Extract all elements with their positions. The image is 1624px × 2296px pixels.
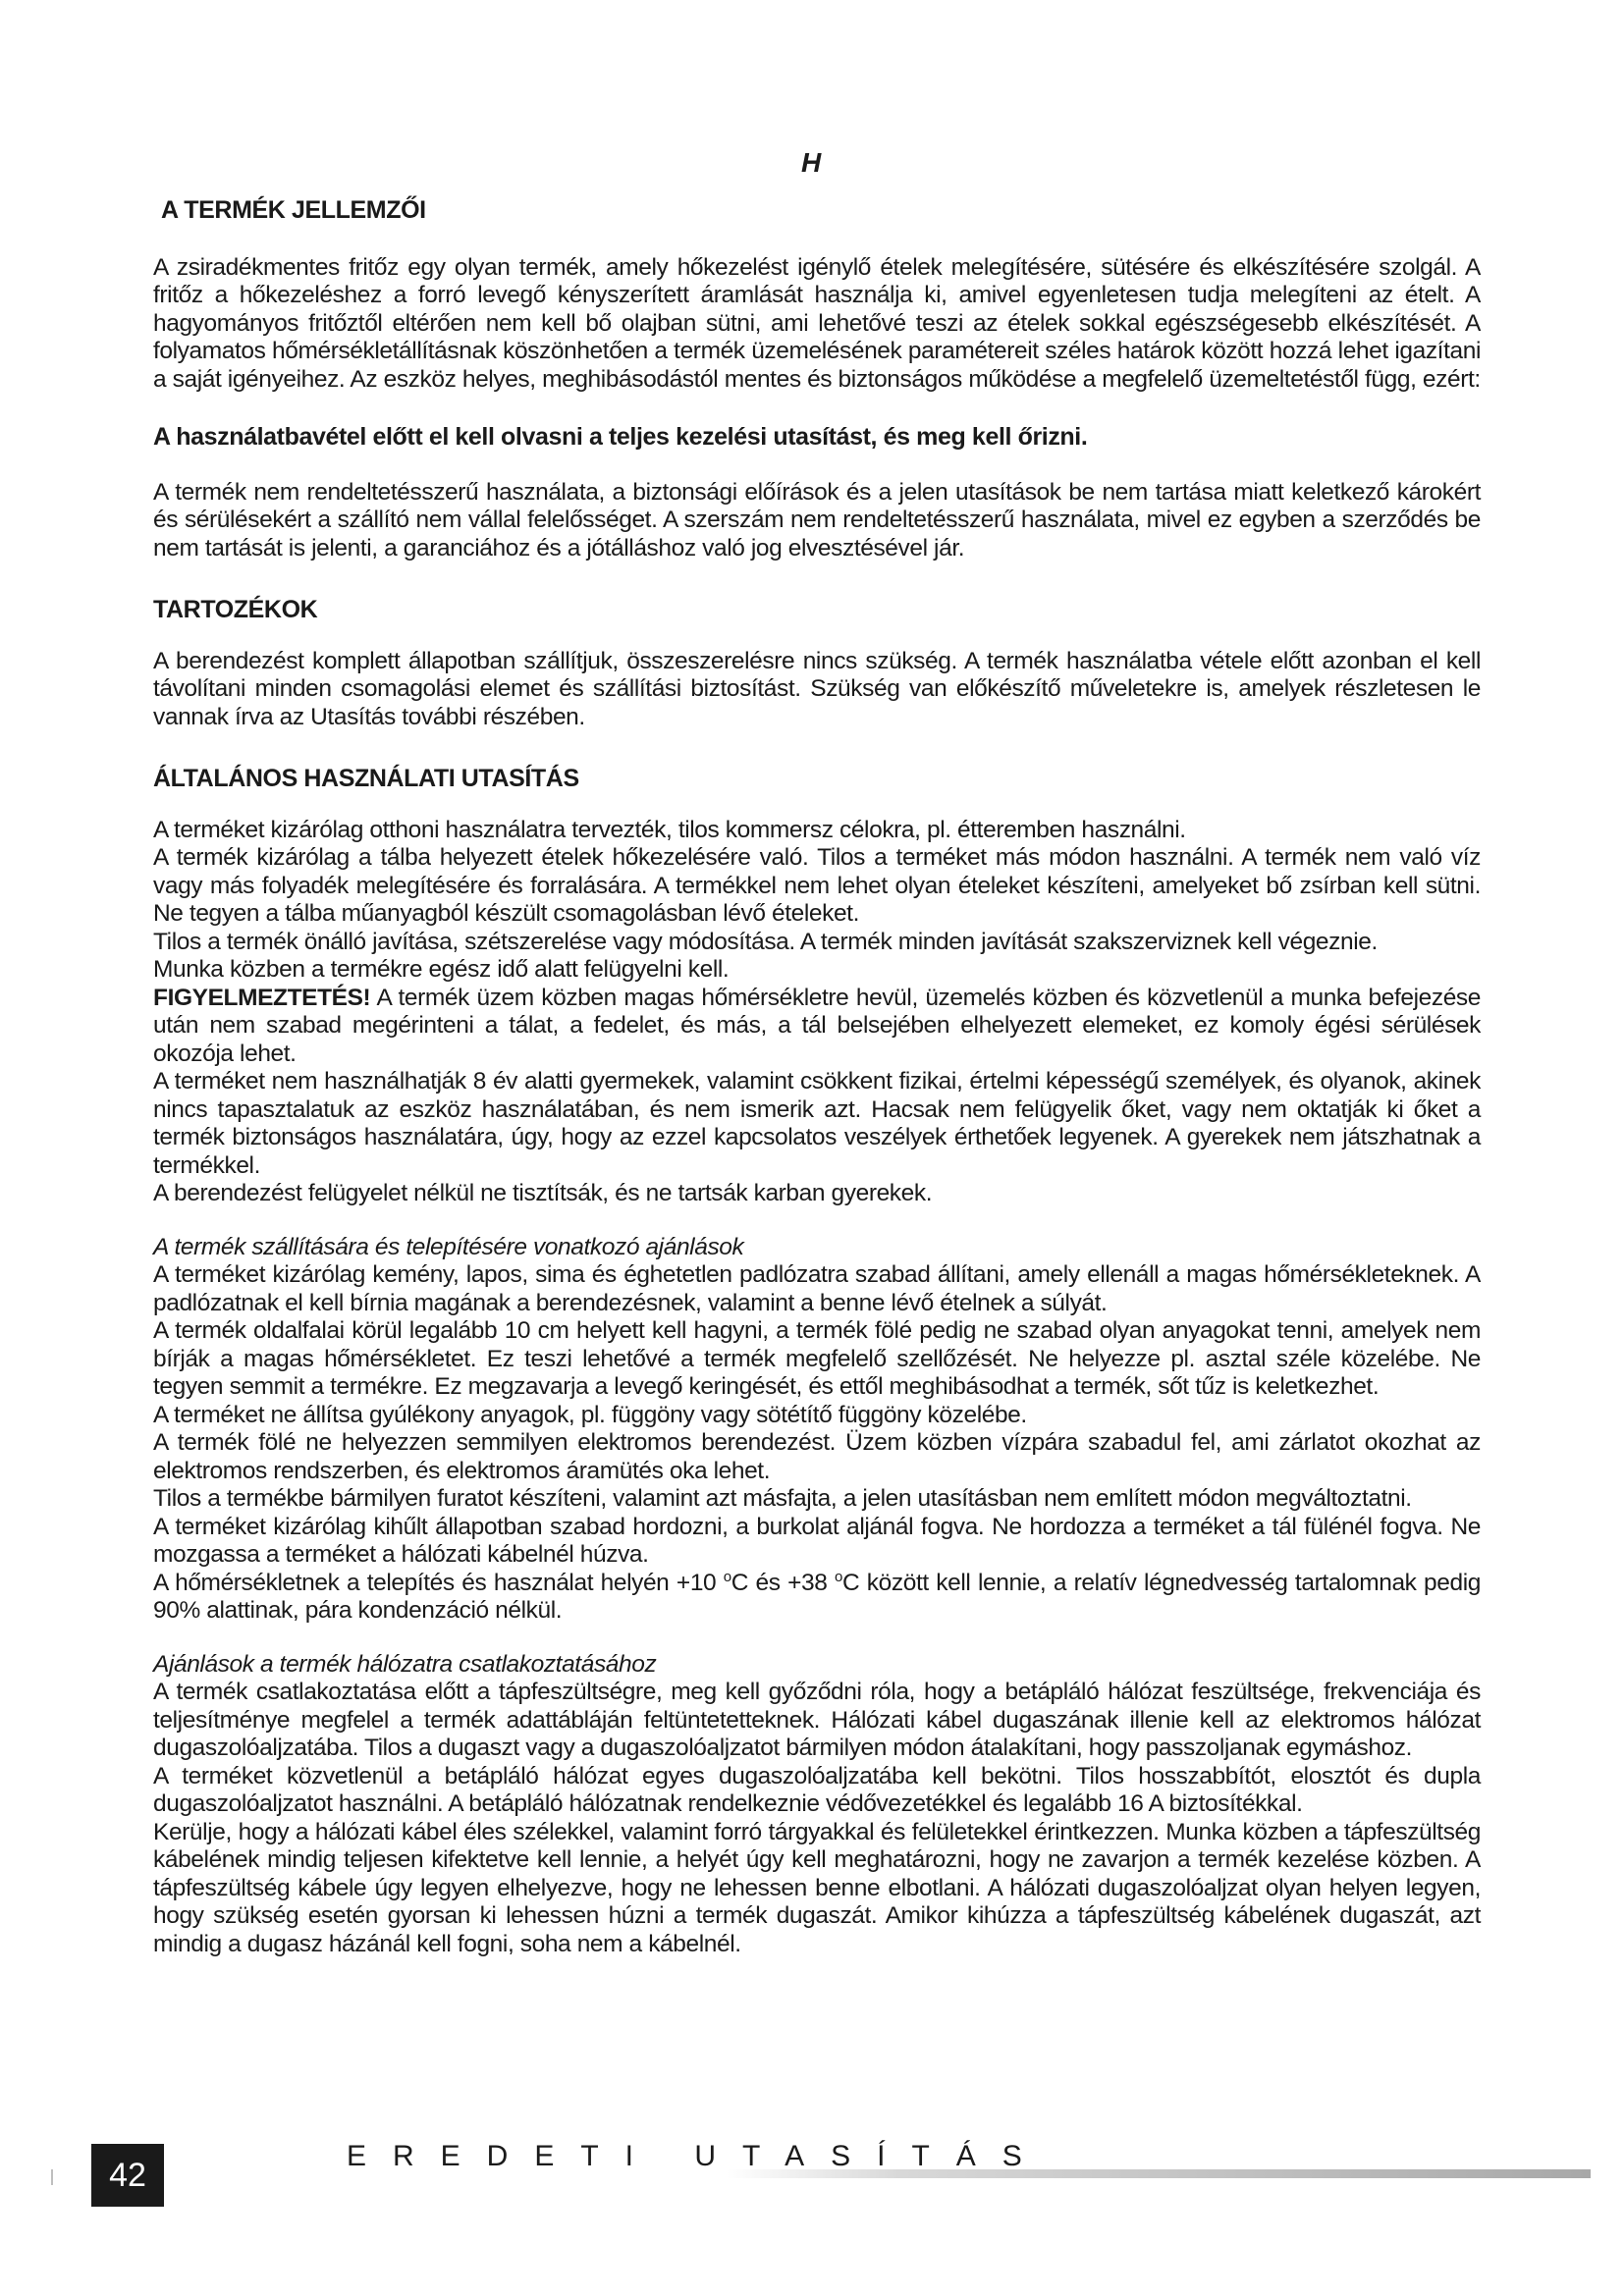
warning-label: FIGYELMEZTETÉS!	[153, 984, 371, 1011]
page-number: 42	[91, 2144, 164, 2207]
section-title-general-usage: ÁLTALÁNOS HASZNÁLATI UTASÍTÁS	[153, 765, 579, 792]
footer-title: EREDETI UTASÍTÁS	[347, 2140, 1049, 2172]
paragraph-food-only: A termék kizárólag a tálba helyezett ételek hőkezelésére való. Tilos a terméket más módon használni. A termék nem való víz vagy más folyadék melegítésére és forralására. A termékkel nem lehet olyan ételeket készíteni, amelyeket bő zsírban kell sütni. Ne tegyen a tálba műanyagból készült csomagolásban lévő ételeket.	[153, 844, 1481, 927]
paragraph-electrical-above: A termék fölé ne helyezzen semmilyen elektromos berendezést. Üzem közben vízpára szabadul fel, ami zárlatot okozhat az elektromos rendszerben, és elektromos áramütés oka lehet.	[153, 1429, 1481, 1484]
paragraph-no-modification: Tilos a termékbe bármilyen furatot készíteni, valamint azt másfajta, a jelen utasításban nem említett módon megváltoztatni.	[153, 1485, 1412, 1512]
warning-text: A termék üzem közben magas hőmérsékletre hevül, üzemelés közben és közvetlenül a munka befejezése után nem szabad megérinteni a tálat, a fedelet, és más, a tál belsejében elhelyezett elemeket, ez komoly égési sérülések okozója lehet.	[153, 984, 1481, 1067]
section-title-accessories: TARTOZÉKOK	[153, 596, 318, 623]
paragraph-intro: A zsiradékmentes fritőz egy olyan termék, amely hőkezelést igénylő ételek melegítésére, sütésére és elkészítésére szolgál. A fritőz a hőkezeléshez a forró levegő kényszerített áramlását használja ki, amivel egyenletesen tudja melegíteni az ételt. A hagyományos fritőztől eltérően nem kell bő olajban sütni, ami lehetővé teszi az ételek sokkal egészségesebb elkészítését. A folyamatos hőmérsékletállításnak köszönhetően a termék üzemelésének paramétereit széles határok között hozzá lehet igazítani a saját igényeihez. Az eszköz helyes, meghibásodástól mentes és biztonságos működése a megfelelő üzemeltetéstől függ, ezért:	[153, 253, 1481, 393]
page-footer	[0, 2118, 1624, 2207]
paragraph-floor: A terméket kizárólag kemény, lapos, sima és éghetetlen padlózatra szabad állítani, amely ellenáll a magas hőmérsékleteknek. A padlózatnak el kell bírnia magának a berendezésnek, valamint a benne lévő ételnek a súlyát.	[153, 1261, 1481, 1316]
paragraph-warning	[153, 985, 1481, 1069]
subtitle-transport-installation: A termék szállítására és telepítésére vonatkozó ajánlások	[153, 1233, 744, 1260]
paragraph-cable-care: Kerülje, hogy a hálózati kábel éles szélekkel, valamint forró tárgyakkal és felületekkel érintkezzen. Munka közben a tápfeszültség kábelének mindig teljesen kifektetve kell lennie, a helyét úgy kell meghatározni, hogy ne zavarjon a termék kezelése közben. A tápfeszültség kábele úgy legyen elhelyezve, hogy ne lehessen benne elbotlani. A hálózati dugaszolóaljzat olyan helyen legyen, hogy szükség esetén gyorsan ki lehessen húzni a termék dugaszát. Amikor kihúzza a tápfeszültség kábelének dugaszát, azt mindig a dugasz házánál kell fogni, soha nem a kábelnél.	[153, 1818, 1481, 1957]
section-title-product-features: A TERMÉK JELLEMZŐI	[161, 196, 426, 224]
paragraph-temperature: A hőmérsékletnek a telepítés és használat helyén +10 $^o$C és +38 $^o$C között kell lennie, a relatív légnedvesség tartalomnak pedig 90% alattinak, pára kondenzáció nélkül.	[153, 1568, 1481, 1624]
page-language-letter: H	[801, 147, 822, 178]
paragraph-voltage-check: A termék csatlakoztatása előtt a tápfeszültségre, meg kell győződni róla, hogy a betápláló hálózat feszültsége, frekvenciája és teljesítménye megfelel a termék adattábláján feltüntetetteknek. Hálózati kábel dugaszának illenie kell az elektromos hálózat dugaszolóaljzatába. Tilos a dugaszt vagy a dugaszolóaljzatot bármilyen módon átalakítani, hogy passzoljanak egymáshoz.	[153, 1679, 1481, 1761]
paragraph-liability: A termék nem rendeltetésszerű használata, a biztonsági előírások és a jelen utasítások be nem tartása miatt keletkező károkért és sérülésekért a szállító nem vállal felelősséget. A szerszám nem rendeltetésszerű használata, mivel ez egyben a szerződés be nem tartását is jelenti, a garanciához és a jótálláshoz való jog elvesztésével jár.	[153, 478, 1481, 561]
paragraph-accessories: A berendezést komplett állapotban szállítjuk, összeszerelésre nincs szükség. A termék használatba vétele előtt azonban el kell távolítani minden csomagolási elemet és szállítási biztosítást. Szükség van előkészítő műveletekre is, amelyek részletesen le vannak írva az Utasítás további részében.	[153, 647, 1481, 730]
paragraph-carrying: A terméket kizárólag kihűlt állapotban szabad hordozni, a burkolat aljánál fogva. Ne hordozza a terméket a tál fülénél fogva. Ne mozgassa a terméket a hálózati kábelnél húzva.	[153, 1513, 1481, 1568]
paragraph-no-repair: Tilos a termék önálló javítása, szétszerelése vagy módosítása. A termék minden javítását szakszerviznek kell végeznie.	[153, 928, 1378, 955]
paragraph-flammable: A terméket ne állítsa gyúlékony anyagok, pl. függöny vagy sötétítő függöny közelébe.	[153, 1401, 1027, 1428]
document-body	[153, 196, 1481, 1958]
subtitle-network-connection: Ajánlások a termék hálózatra csatlakoztatásához	[153, 1650, 657, 1678]
paragraph-cleaning: A berendezést felügyelet nélkül ne tisztítsák, és ne tartsák karban gyerekek.	[153, 1180, 933, 1206]
paragraph-children: A terméket nem használhatják 8 év alatti gyermekek, valamint csökkent fizikai, értelmi képességű személyek, és olyanok, akinek nincs tapasztalatuk az eszköz használatában, és nem ismerik azt. Hacsak nem felügyelik őket, vagy nem oktatják ki őket a termék biztonságos használatára, úgy, hogy az ezzel kapcsolatos veszélyek érthetőek legyenek. A gyerekek nem játszhatnak a termékkel.	[153, 1068, 1481, 1179]
paragraph-supervise: Munka közben a termékre egész idő alatt felügyelni kell.	[153, 956, 730, 983]
paragraph-read-instructions: A használatbavétel előtt el kell olvasni a teljes kezelési utasítást, és meg kell őrizni.	[153, 423, 1088, 451]
paragraph-clearance: A termék oldalfalai körül legalább 10 cm helyett kell hagyni, a termék fölé pedig ne szabad olyan anyagokat tenni, amelyek nem bírják a magas hőmérsékletet. Ez teszi lehetővé a termék megfelelő szellőzését. Ne helyezze pl. asztal széle közelébe. Ne tegyen semmit a termékre. Ez megzavarja a levegő keringését, és ettől meghibásodhat a termék, sőt tűz is keletkezhet.	[153, 1317, 1481, 1400]
paragraph-direct-socket: A terméket közvetlenül a betápláló hálózat egyes dugaszolóaljzatába kell bekötni. Tilos hosszabbítót, elosztót és dupla dugaszolóaljzatot használni. A betápláló hálózatnak rendelkeznie védővezetékkel és legalább 16 A biztosítékkal.	[153, 1762, 1481, 1817]
paragraph-home-use: A terméket kizárólag otthoni használatra tervezték, tilos kommersz célokra, pl. étteremben használni.	[153, 816, 1186, 843]
footer-tick	[51, 2169, 53, 2185]
